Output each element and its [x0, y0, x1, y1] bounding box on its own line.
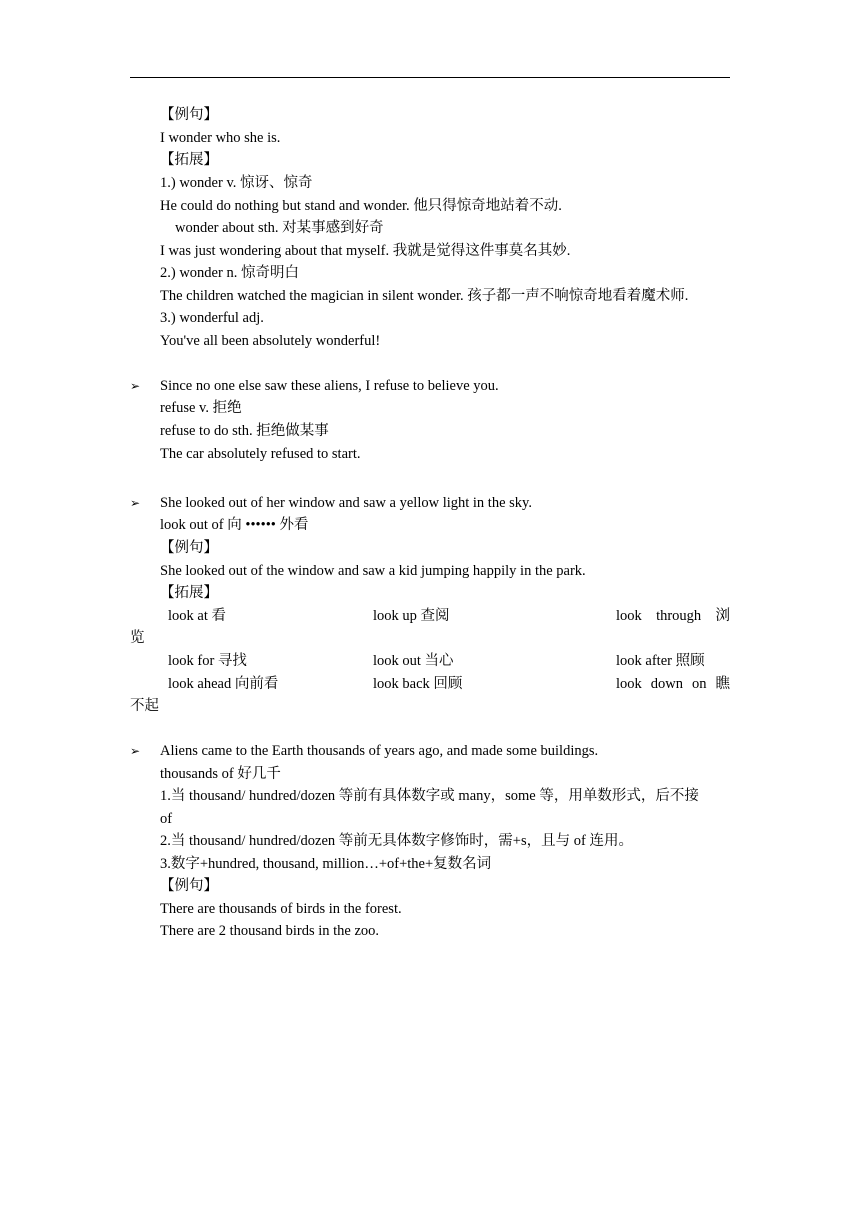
- phrase-cell: look at 看: [168, 608, 226, 624]
- item-example: He could do nothing but stand and wonder. 他只得惊奇地站着不动.: [160, 198, 562, 214]
- phrase-cell: look back 回顾: [373, 676, 463, 692]
- example-sentence: She looked out of the window and saw a kid jumping happily in the park.: [160, 563, 586, 579]
- phrase-cell: look up 查阅: [373, 608, 450, 624]
- phrase-word: look: [616, 676, 642, 692]
- phrase-cell: [616, 675, 730, 693]
- phrase-word: down: [650, 676, 683, 692]
- phrase-word: look: [616, 608, 642, 624]
- phrase-word: 浏: [715, 608, 730, 624]
- example-heading: 【例句】: [160, 878, 218, 894]
- phrase-wrap: 览: [130, 630, 145, 646]
- key-sentence: Since no one else saw these aliens, I refuse to believe you.: [160, 378, 499, 394]
- example-sentence: There are thousands of birds in the forest.: [160, 901, 402, 917]
- vocab-line: The car absolutely refused to start.: [160, 446, 361, 462]
- item-example: I was just wondering about that myself. 我就是觉得这件事莫名其妙.: [160, 243, 571, 259]
- vocab-line: refuse to do sth. 拒绝做某事: [160, 423, 329, 439]
- item-wonderful-adj: 3.) wonderful adj.: [160, 310, 264, 326]
- example-heading: 【例句】: [160, 540, 218, 556]
- key-sentence: Aliens came to the Earth thousands of years ago, and made some buildings.: [160, 743, 599, 759]
- expand-heading: 【拓展】: [160, 152, 218, 168]
- header-rule: [130, 77, 730, 78]
- bullet-arrow-icon: ➢: [130, 496, 141, 510]
- vocab-line: look out of 向 •••••• 外看: [160, 517, 309, 533]
- vocab-line: thousands of 好几千: [160, 766, 281, 782]
- phrase-word: on: [691, 676, 707, 692]
- vocab-line: refuse v. 拒绝: [160, 400, 242, 416]
- phrase-cell: look ahead 向前看: [168, 676, 279, 692]
- rule-line: 1.当 thousand/ hundred/dozen 等前有具体数字或 many，some 等，用单数形式，后不接: [160, 788, 699, 804]
- rule-line: 3.数字+hundred, thousand, million…+of+the+复数名词: [160, 856, 492, 872]
- example-sentence: There are 2 thousand birds in the zoo.: [160, 923, 380, 939]
- phrase-word: through: [656, 608, 702, 624]
- bullet-arrow-icon: ➢: [130, 744, 141, 758]
- phrase-cell: look after 照顾: [616, 653, 705, 669]
- item-wonder-verb: 1.) wonder v. 惊讶、惊奇: [160, 175, 313, 191]
- rule-line-wrap: of: [160, 811, 173, 827]
- item-wonder-noun: 2.) wonder n. 惊奇明白: [160, 265, 299, 281]
- item-example: You've all been absolutely wonderful!: [160, 333, 381, 349]
- item-phrase: wonder about sth. 对某事感到好奇: [175, 220, 384, 236]
- phrase-cell: look for 寻找: [168, 653, 247, 669]
- key-sentence: She looked out of her window and saw a yellow light in the sky.: [160, 495, 532, 511]
- example-heading: 【例句】: [160, 107, 218, 123]
- example-sentence: I wonder who she is.: [160, 130, 281, 146]
- phrase-wrap: 不起: [130, 698, 159, 714]
- bullet-arrow-icon: ➢: [130, 379, 141, 393]
- phrase-cell: look out 当心: [373, 653, 454, 669]
- rule-line: 2.当 thousand/ hundred/dozen 等前无具体数字修饰时，需+s，且与 of 连用。: [160, 833, 633, 849]
- phrase-word: 瞧: [715, 676, 730, 692]
- item-example: The children watched the magician in silent wonder. 孩子都一声不响惊奇地看着魔术师.: [160, 288, 689, 304]
- expand-heading: 【拓展】: [160, 585, 218, 601]
- phrase-cell: [616, 607, 730, 625]
